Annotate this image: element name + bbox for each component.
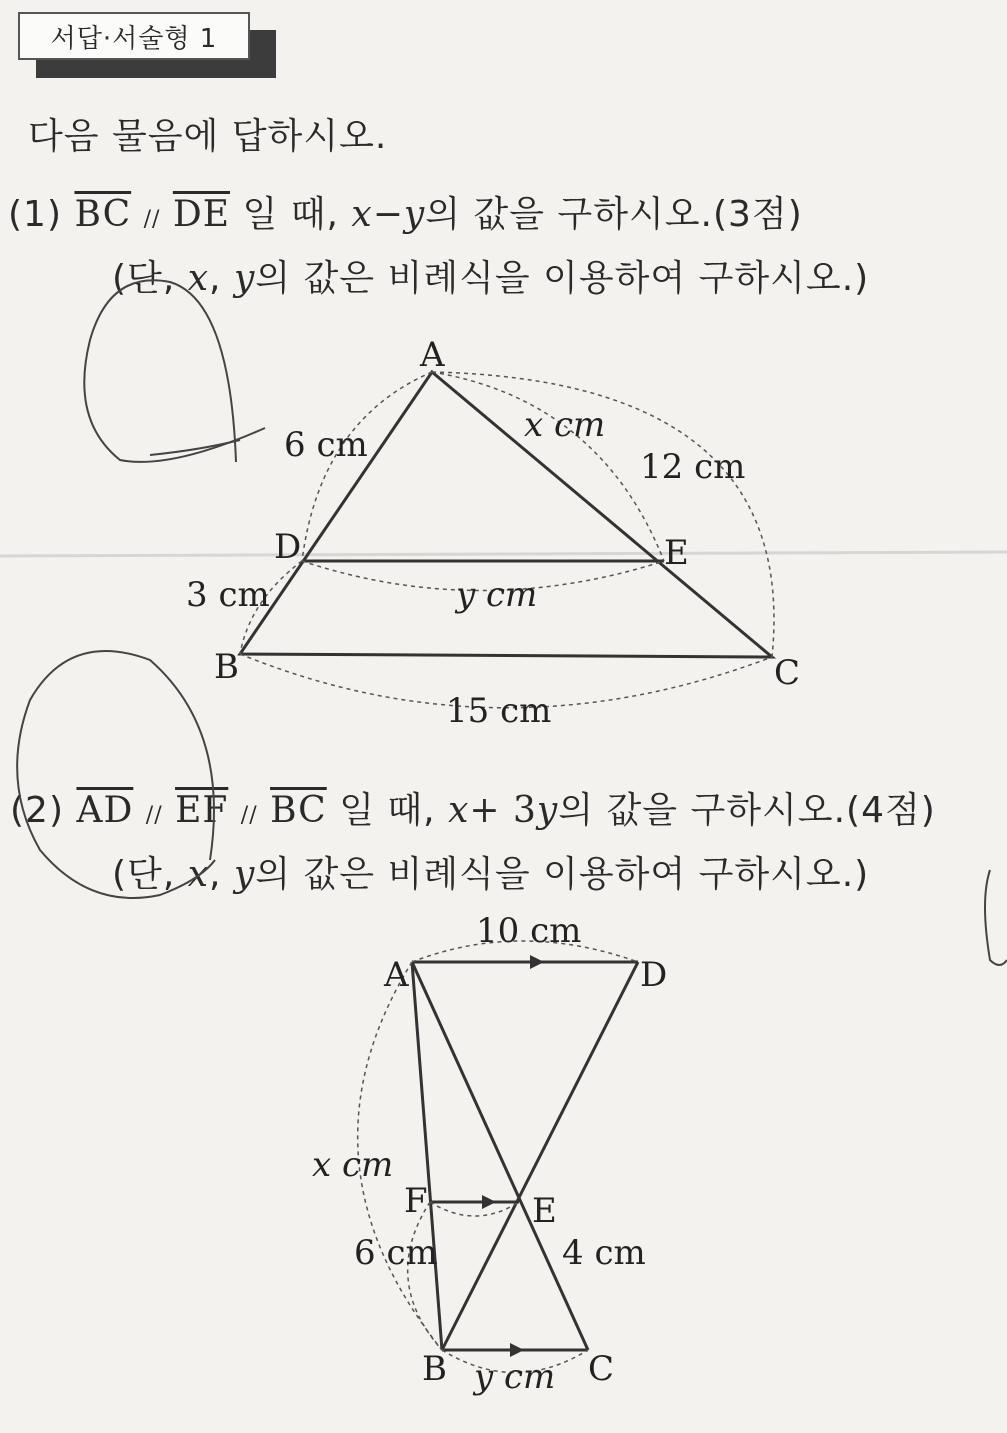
pencil-loop-1	[84, 280, 265, 462]
q2-number: (2)	[10, 790, 64, 831]
fig2-label-d: D	[640, 955, 668, 995]
fig1-length-ad: 6 cm	[284, 425, 368, 465]
q2-segment-bc: $\overline{BC}$	[270, 790, 327, 831]
q1-segment-de: $\overline{DE}$	[172, 194, 231, 235]
figure-2-trapezoid	[358, 941, 638, 1373]
fig2-label-b: B	[422, 1349, 447, 1389]
fig2-length-fe: 4 cm	[562, 1233, 646, 1273]
fig1-length-de: y cm	[456, 575, 538, 615]
q2-parallel-2: //	[240, 803, 258, 828]
pencil-mark-edge	[985, 870, 1007, 965]
fig1-length-ac: 12 cm	[640, 447, 746, 487]
header-tag: 서답·서술형 1	[18, 12, 250, 60]
fig2-length-ad: 10 cm	[476, 911, 582, 951]
fig1-label-d: D	[274, 527, 302, 567]
fig2-length-bc: y cm	[474, 1357, 556, 1397]
q2-parallel-1: //	[145, 803, 163, 828]
arrow-fe	[482, 1195, 496, 1209]
q2-expr-y: y	[536, 790, 559, 831]
fig1-length-bc: 15 cm	[446, 691, 552, 731]
fig1-length-db: 3 cm	[186, 575, 270, 615]
q1-segment-bc: $\overline{BC}$	[74, 194, 132, 235]
arrow-bc	[510, 1343, 524, 1357]
q1-note-y: y	[233, 258, 256, 299]
fig1-label-c: C	[774, 653, 801, 693]
pencil-loop-2	[17, 651, 215, 898]
fig2-label-a: A	[384, 955, 409, 995]
fig1-length-ae: x cm	[524, 405, 606, 445]
q1-var-x: x	[351, 194, 373, 235]
q2-text-a: 일 때,	[339, 790, 436, 831]
fig1-label-a: A	[420, 335, 445, 375]
figure-1-triangle	[240, 372, 774, 708]
q1-note-x: x	[187, 258, 210, 299]
q1-parallel: //	[143, 207, 161, 232]
fig2-label-f: F	[404, 1181, 428, 1221]
q2-expr-plus: + 3	[469, 790, 537, 831]
q1-text-b: 의 값을 구하시오.(3점)	[425, 194, 803, 235]
arrow-ad	[530, 955, 544, 969]
fig2-length-fb: 6 cm	[354, 1233, 438, 1273]
q2-text-b: 의 값을 구하시오.(4점)	[558, 790, 936, 831]
fig2-label-e: E	[532, 1191, 557, 1231]
q1-text-a: 일 때,	[242, 194, 339, 235]
q2-expr-x: x	[448, 790, 470, 831]
fig1-label-b: B	[214, 647, 239, 687]
q2-note-open: (단,	[112, 854, 176, 895]
arc-fe	[430, 1202, 519, 1216]
q1-note-rest: 의 값은 비례식을 이용하여 구하시오.)	[255, 258, 870, 299]
q2-note-x: x	[187, 854, 210, 895]
q2-segment-ef: $\overline{EF}$	[175, 790, 229, 831]
fig2-length-ab: x cm	[312, 1145, 394, 1185]
fig2-label-c: C	[588, 1349, 615, 1389]
q1-note-open: (단,	[112, 258, 176, 299]
instruction: 다음 물음에 답하시오.	[28, 116, 388, 157]
diagonal-db	[442, 962, 638, 1350]
q2-segment-ad: $\overline{AD}$	[76, 790, 134, 831]
paper-crease	[0, 552, 1007, 556]
handwritten-marks	[17, 280, 1007, 965]
q2-note-rest: 의 값은 비례식을 이용하여 구하시오.)	[255, 854, 870, 895]
fig1-label-e: E	[664, 533, 689, 573]
q2-note-comma: ,	[209, 854, 222, 895]
q1-var-y: y	[403, 194, 426, 235]
q1-number: (1)	[8, 194, 62, 235]
q2-note-y: y	[233, 854, 256, 895]
q1-note-comma: ,	[209, 258, 222, 299]
q1-minus: −	[372, 194, 404, 235]
